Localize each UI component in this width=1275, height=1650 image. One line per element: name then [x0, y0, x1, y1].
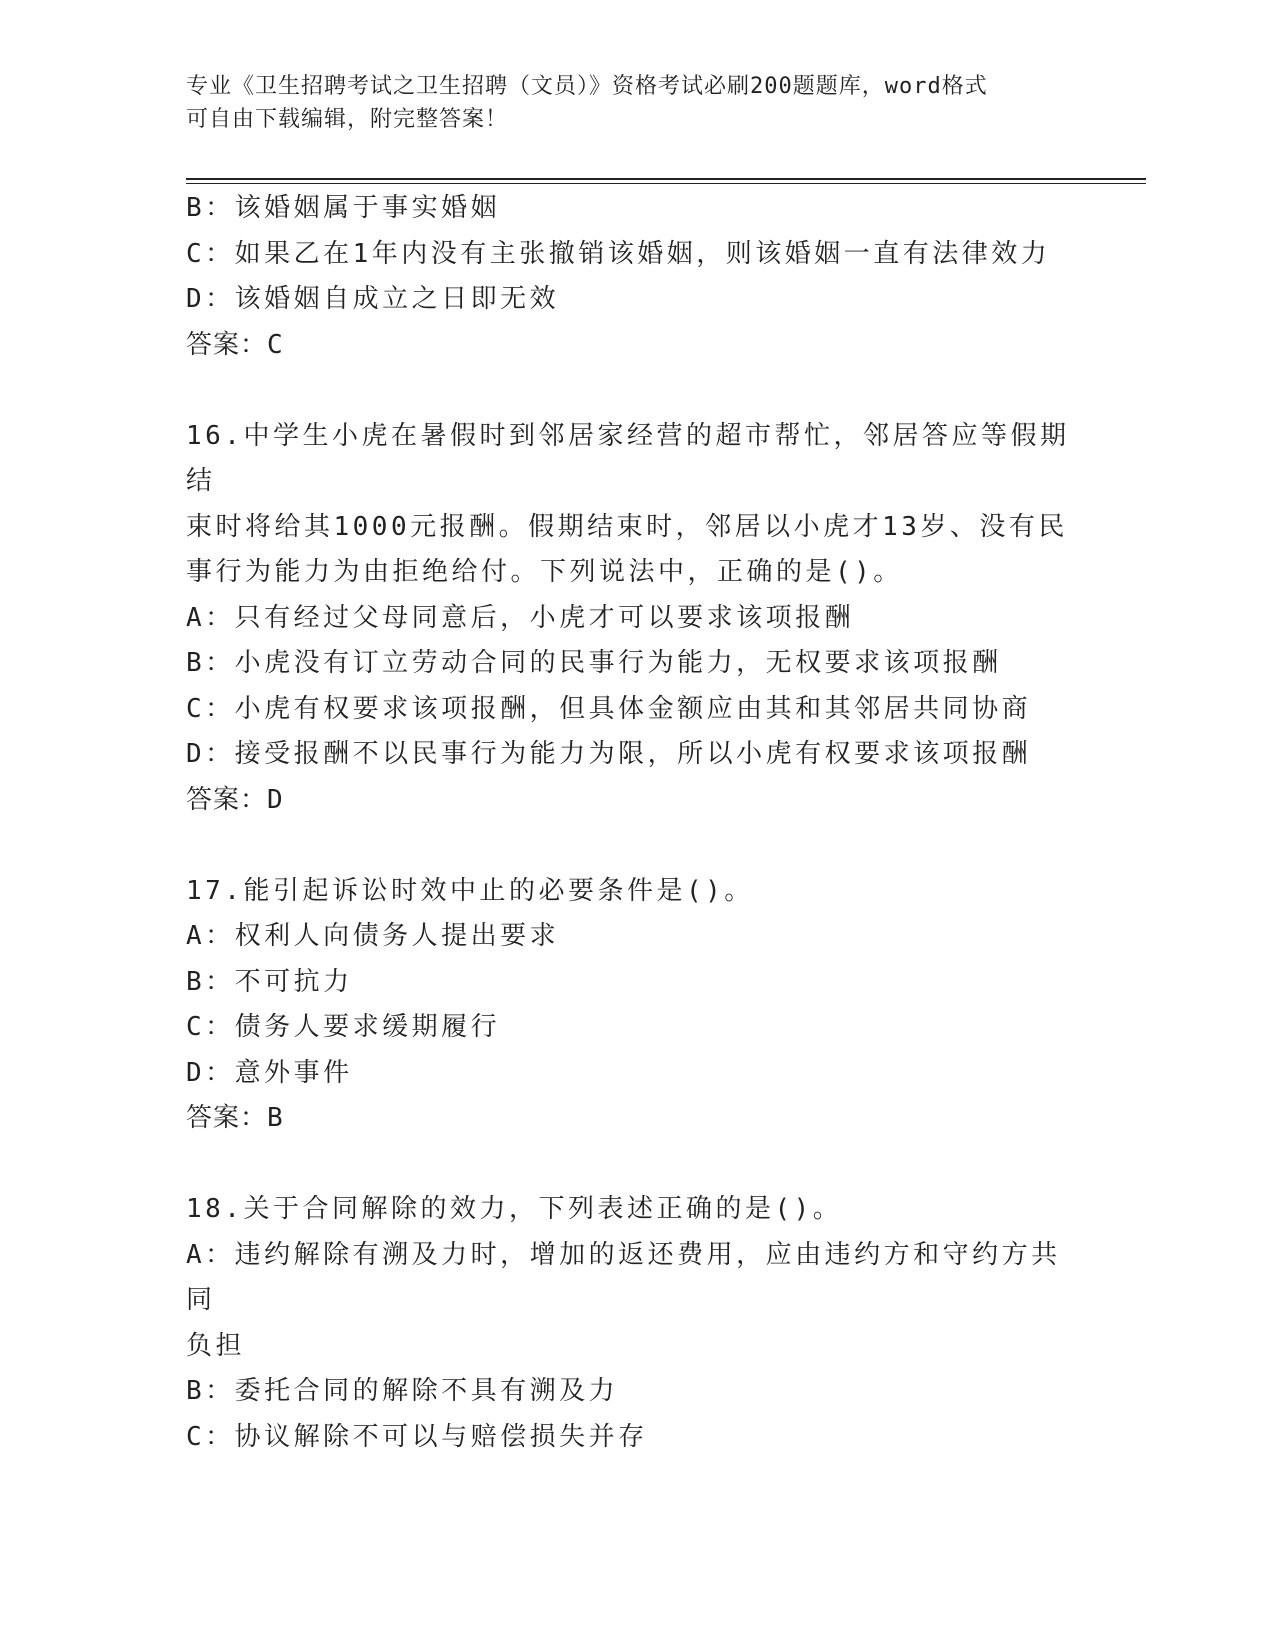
document-header — [186, 70, 1066, 136]
option-d: D：该婚姻自成立之日即无效 — [186, 284, 560, 314]
document-body — [186, 186, 1086, 1460]
question-stem-line: 16.中学生小虎在暑假时到邻居家经营的超市帮忙，邻居答应等假期结 — [186, 420, 1070, 496]
header-line-2: 可自由下载编辑，附完整答案！ — [186, 107, 509, 132]
answer: 答案：B — [186, 1103, 284, 1133]
question-17 — [186, 869, 1086, 1142]
option-d: D：意外事件 — [186, 1057, 353, 1088]
question-stem-line: 18.关于合同解除的效力，下列表述正确的是()。 — [186, 1194, 843, 1224]
option-d: D：接受报酬不以民事行为能力为限，所以小虎有权要求该项报酬 — [186, 739, 1032, 769]
option-c: C：债务人要求缓期履行 — [186, 1012, 501, 1042]
option-b: B：小虎没有订立劳动合同的民事行为能力，无权要求该项报酬 — [186, 648, 1002, 678]
spacer — [186, 823, 1086, 869]
spacer — [186, 1142, 1086, 1188]
option-a: A：权利人向债务人提出要求 — [186, 921, 560, 951]
option-c: C：协议解除不可以与赔偿损失并存 — [186, 1421, 648, 1452]
option-a-continued: 负担 — [186, 1330, 246, 1361]
option-a: A：违约解除有溯及力时，增加的返还费用，应由违约方和守约方共同 — [186, 1239, 1061, 1315]
option-a: A：只有经过父母同意后，小虎才可以要求该项报酬 — [186, 602, 855, 633]
option-b: B：该婚姻属于事实婚姻 — [186, 193, 501, 223]
header-divider-thick — [186, 178, 1146, 180]
question-15-tail — [186, 186, 1086, 368]
answer: 答案：C — [186, 329, 284, 360]
header-line-1: 专业《卫生招聘考试之卫生招聘（文员）》资格考试必刷200题题库，word格式 — [186, 74, 988, 99]
answer: 答案：D — [186, 784, 284, 815]
header-divider-thin — [186, 183, 1146, 184]
question-stem-line: 束时将给其1000元报酬。假期结束时，邻居以小虎才13岁、没有民 — [186, 511, 1068, 542]
spacer — [186, 368, 1086, 414]
option-c: C：如果乙在1年内没有主张撤销该婚姻，则该婚姻一直有法律效力 — [186, 238, 1051, 269]
question-18 — [186, 1187, 1086, 1460]
option-b: B：不可抗力 — [186, 966, 353, 997]
question-16 — [186, 414, 1086, 824]
option-b: B：委托合同的解除不具有溯及力 — [186, 1376, 619, 1406]
question-stem-line: 事行为能力为由拒绝给付。下列说法中，正确的是()。 — [186, 557, 903, 587]
option-c: C：小虎有权要求该项报酬，但具体金额应由其和其邻居共同协商 — [186, 693, 1032, 724]
question-stem-line: 17.能引起诉讼时效中止的必要条件是()。 — [186, 875, 754, 906]
